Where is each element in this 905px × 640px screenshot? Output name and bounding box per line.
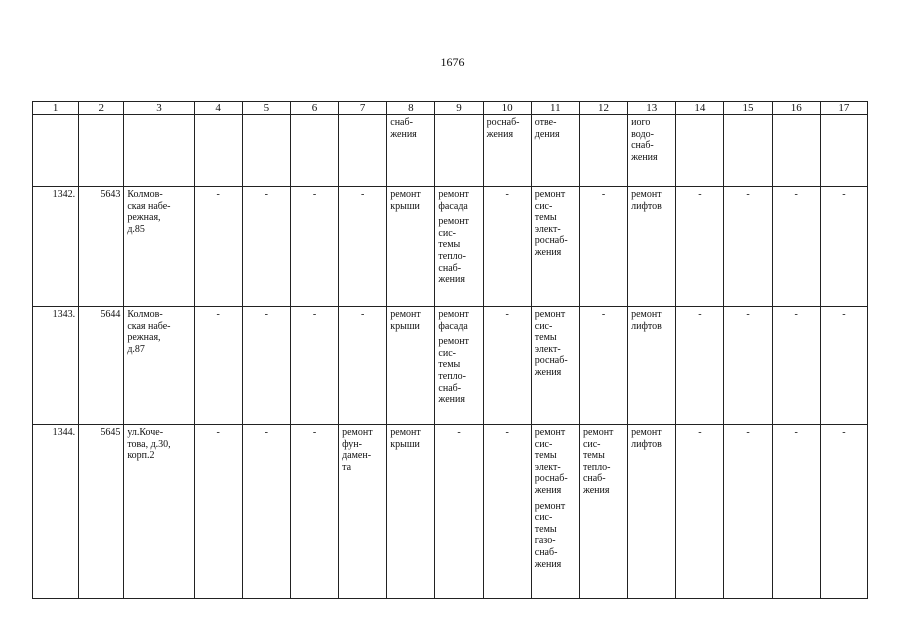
cell-work: [387, 187, 435, 307]
work-item: ремонт сис- темы газо- снаб- жения: [534, 500, 566, 570]
cell-work: [387, 425, 435, 599]
cell-work: [435, 307, 483, 425]
cell-value: -: [820, 307, 867, 425]
continuation-text: роснаб- жения: [486, 117, 520, 140]
cell-value: -: [772, 187, 820, 307]
work-item: ремонт фасада: [438, 189, 469, 212]
column-number-row: [33, 102, 868, 115]
column-number: 15: [724, 102, 772, 115]
cell-value: -: [242, 425, 290, 599]
continuation-text: отве- дения: [534, 117, 560, 140]
work-item: ремонт сис- темы элект- роснаб- жения: [534, 427, 568, 496]
cell-value: -: [194, 425, 242, 599]
cell-value: -: [242, 307, 290, 425]
table-row: [33, 187, 868, 307]
cell-value: -: [483, 307, 531, 425]
cell-work: [339, 425, 387, 599]
cell-work: [435, 187, 483, 307]
continuation-text: иого водо- снаб- жения: [631, 117, 658, 163]
work-item: ремонт сис- темы элект- роснаб- жения: [534, 309, 568, 378]
cell-value: -: [820, 425, 867, 599]
cell-work: [531, 187, 579, 307]
cell-value: -: [724, 425, 772, 599]
cell-value: -: [724, 187, 772, 307]
cell-value: -: [194, 187, 242, 307]
cell-value: -: [724, 307, 772, 425]
column-number: 14: [676, 102, 724, 115]
cell-value: -: [339, 187, 387, 307]
cell-value: -: [290, 425, 338, 599]
column-number: 13: [628, 102, 676, 115]
cell-work: [628, 307, 676, 425]
cell-value: -: [290, 187, 338, 307]
column-number: 6: [290, 102, 338, 115]
cell-value: -: [242, 187, 290, 307]
cell-value: -: [435, 425, 483, 599]
cell-work: [628, 425, 676, 599]
work-item: ремонт фасада: [438, 309, 469, 332]
cell-value: -: [290, 307, 338, 425]
column-number: 9: [435, 102, 483, 115]
column-number: 3: [124, 102, 194, 115]
work-item: ремонт сис- темы тепло- снаб- жения: [438, 216, 469, 286]
page-number: 1676: [440, 55, 465, 69]
work-item: ремонт сис- темы элект- роснаб- жения: [534, 189, 568, 258]
column-number: 2: [79, 102, 124, 115]
cell-value: -: [579, 187, 627, 307]
column-number: 10: [483, 102, 531, 115]
cell-value: -: [772, 425, 820, 599]
cell-work: [387, 307, 435, 425]
cell-work: [628, 187, 676, 307]
cell-value: -: [579, 307, 627, 425]
cell-value: -: [483, 425, 531, 599]
column-number: 7: [339, 102, 387, 115]
column-number: 16: [772, 102, 820, 115]
work-item: ремонт лифтов: [631, 189, 662, 212]
row-number: 1342.: [33, 187, 79, 307]
column-number: 5: [242, 102, 290, 115]
work-item: ремонт крыши: [390, 309, 421, 332]
cell-value: -: [772, 307, 820, 425]
column-number: 8: [387, 102, 435, 115]
cell-work: [579, 425, 627, 599]
column-number: 4: [194, 102, 242, 115]
row-code: 5645: [79, 425, 124, 599]
continuation-row: [33, 115, 868, 187]
column-number: 1: [33, 102, 79, 115]
work-item: ремонт лифтов: [631, 309, 662, 332]
repair-schedule-table: [32, 101, 868, 599]
cell-value: -: [820, 187, 867, 307]
table-row: [33, 307, 868, 425]
work-item: ремонт крыши: [390, 427, 421, 450]
row-number: 1343.: [33, 307, 79, 425]
column-number: 17: [820, 102, 867, 115]
cell-value: -: [483, 187, 531, 307]
row-address: Колмов- ская набе- режная, д.85: [124, 187, 194, 307]
table-row: [33, 425, 868, 599]
cell-value: -: [194, 307, 242, 425]
cell-value: -: [676, 187, 724, 307]
row-address: Колмов- ская набе- режная, д.87: [124, 307, 194, 425]
cell-value: -: [676, 307, 724, 425]
row-code: 5644: [79, 307, 124, 425]
cell-value: -: [339, 307, 387, 425]
column-number: 12: [579, 102, 627, 115]
work-item: ремонт крыши: [390, 189, 421, 212]
cell-work: [531, 425, 579, 599]
cell-work: [531, 307, 579, 425]
work-item: ремонт фун- дамен- та: [342, 427, 373, 473]
row-number: 1344.: [33, 425, 79, 599]
row-code: 5643: [79, 187, 124, 307]
work-item: ремонт сис- темы тепло- снаб- жения: [582, 427, 614, 496]
continuation-text: снаб- жения: [390, 117, 417, 140]
column-number: 11: [531, 102, 579, 115]
row-address: ул.Коче- това, д.30, корп.2: [124, 425, 194, 599]
cell-value: -: [676, 425, 724, 599]
work-item: ремонт сис- темы тепло- снаб- жения: [438, 336, 469, 406]
work-item: ремонт лифтов: [631, 427, 662, 450]
